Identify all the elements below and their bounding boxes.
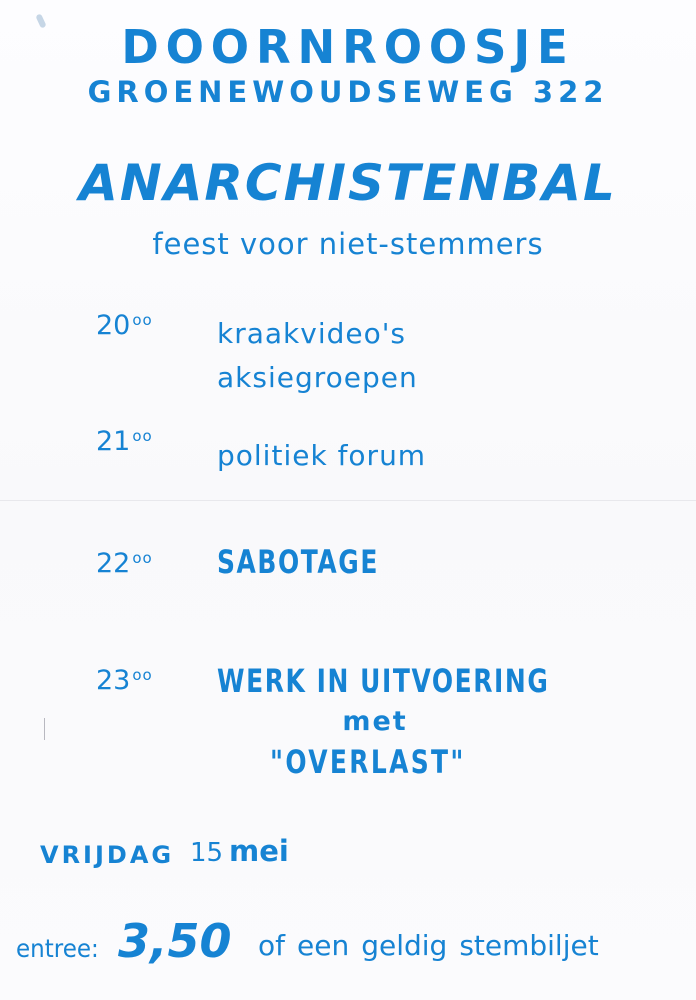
entry-alternative: [258, 929, 599, 962]
program-time-4: [96, 667, 153, 694]
with-label: met: [342, 706, 408, 737]
alt-word: of: [258, 929, 285, 962]
program-act-3: SABOTAGE: [217, 543, 379, 581]
entry-price: 3,50: [118, 914, 232, 968]
alt-word: een: [297, 929, 350, 962]
time-minutes: oo: [132, 311, 153, 329]
program-act-1-line-1: kraakvideo's: [217, 317, 407, 350]
time-minutes: oo: [132, 549, 153, 567]
day-number: 15: [190, 838, 224, 868]
time-hour: 22: [96, 548, 131, 579]
program-time-2: [96, 428, 153, 455]
time-hour: 23: [96, 665, 131, 696]
event-title: ANARCHISTENBAL: [79, 154, 617, 212]
time-minutes: oo: [132, 666, 153, 684]
guest-band: "OVERLAST": [270, 743, 466, 781]
venue-address: GROENEWOUDSEWEG 322: [87, 75, 609, 109]
alt-word: geldig: [361, 929, 448, 962]
program-act-4: WERK IN UITVOERING: [217, 662, 550, 700]
program-time-1: [96, 312, 153, 339]
event-subtitle: feest voor niet-stemmers: [152, 227, 544, 261]
alt-word: stembiljet: [459, 929, 599, 962]
day-name: VRIJDAG: [40, 841, 175, 869]
venue-name: DOORNROOSJE: [121, 20, 575, 74]
fold-crease: [0, 500, 696, 501]
month: mei: [229, 834, 289, 868]
time-hour: 20: [96, 310, 131, 341]
time-minutes: oo: [132, 427, 153, 445]
entry-label: entree:: [16, 934, 99, 963]
program-act-1-line-2: aksiegroepen: [217, 361, 418, 394]
program-act-2: politiek forum: [217, 439, 427, 472]
program-time-3: [96, 550, 153, 577]
time-hour: 21: [96, 426, 131, 457]
